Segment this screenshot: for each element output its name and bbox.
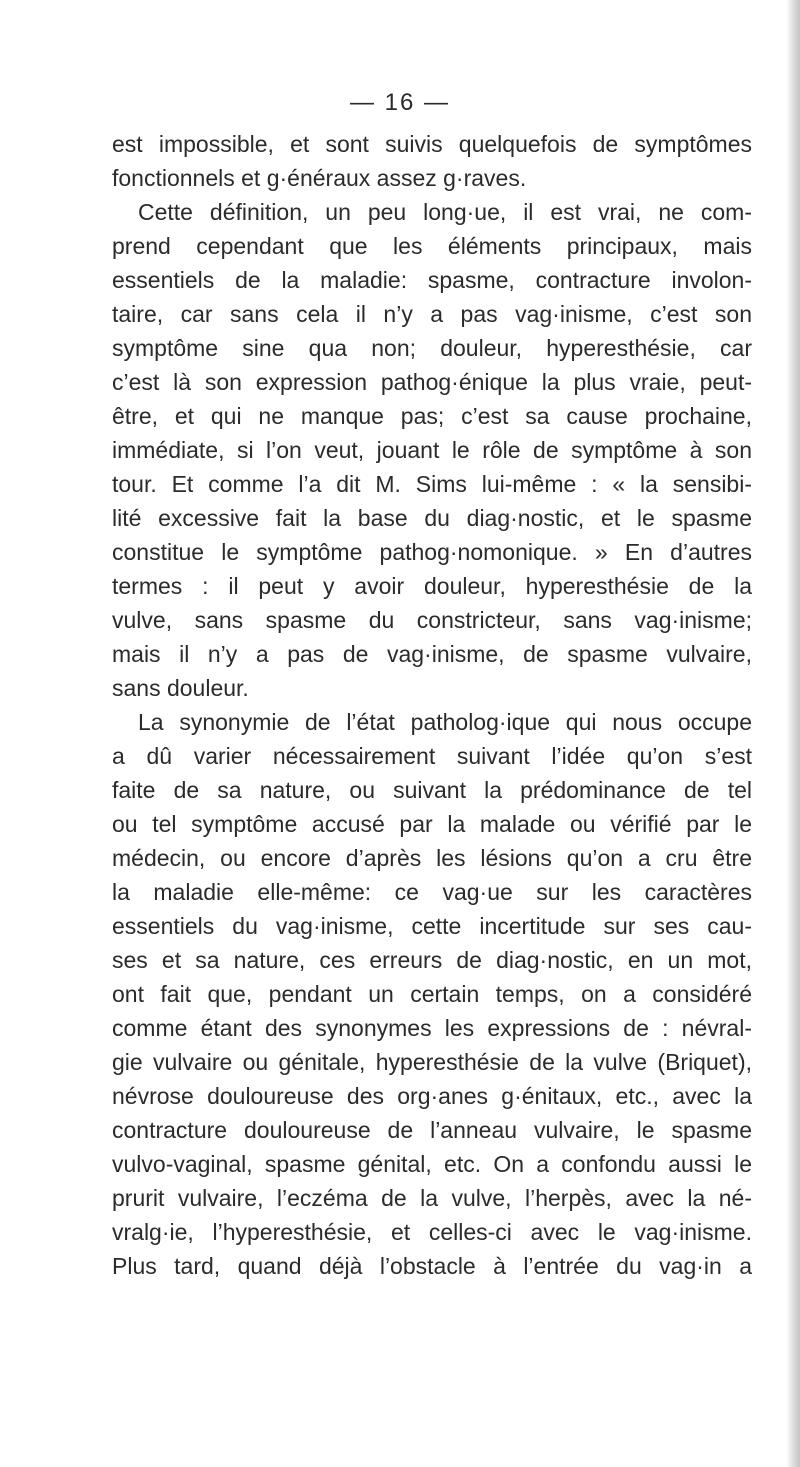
body-text: [112, 127, 752, 1283]
text-line: symptôme sine qua non; douleur, hyperesthésie, car: [112, 335, 752, 361]
text-line: vulve, sans spasme du constricteur, sans vag·inisme;: [112, 607, 752, 633]
text-line: c’est là son expression pathog·énique la plus vraie, peut-: [112, 369, 752, 395]
text-line: gie vulvaire ou génitale, hyperesthésie de la vulve (Briquet),: [112, 1049, 752, 1075]
page-edge-shadow: [786, 0, 800, 1467]
text-line: Cette définition, un peu long·ue, il est vrai, ne com-: [138, 199, 752, 225]
text-line: essentiels du vag·inisme, cette incertitude sur ses cau-: [112, 913, 752, 939]
text-line: immédiate, si l’on veut, jouant le rôle de symptôme à son: [112, 437, 752, 463]
text-line: prurit vulvaire, l’eczéma de la vulve, l’herpès, avec la né-: [112, 1185, 752, 1211]
text-line: comme étant des synonymes les expressions de : névral-: [112, 1015, 752, 1041]
text-line: la maladie elle-même: ce vag·ue sur les caractères: [112, 879, 752, 905]
text-line: contracture douloureuse de l’anneau vulvaire, le spasme: [112, 1117, 752, 1143]
text-line: essentiels de la maladie: spasme, contracture involon-: [112, 267, 752, 293]
text-line: vralg·ie, l’hyperesthésie, et celles-ci avec le vag·inisme.: [112, 1219, 752, 1245]
text-line: mais il n’y a pas de vag·inisme, de spasme vulvaire,: [112, 641, 752, 667]
text-line: tour. Et comme l’a dit M. Sims lui-même : « la sensibi-: [112, 471, 752, 497]
text-line: lité excessive fait la base du diag·nostic, et le spasme: [112, 505, 752, 531]
text-line: Plus tard, quand déjà l’obstacle à l’entrée du vag·in a: [112, 1253, 752, 1279]
text-line: constitue le symptôme pathog·nomonique. » En d’autres: [112, 539, 752, 565]
text-line: taire, car sans cela il n’y a pas vag·inisme, c’est son: [112, 301, 752, 327]
text-line: être, et qui ne manque pas; c’est sa cause prochaine,: [112, 403, 752, 429]
text-line: ont fait que, pendant un certain temps, on a considéré: [112, 981, 752, 1007]
text-line: fonctionnels et g·énéraux assez g·raves.: [112, 165, 527, 191]
text-line: ses et sa nature, ces erreurs de diag·nostic, en un mot,: [112, 947, 752, 973]
text-line: La synonymie de l’état patholog·ique qui nous occupe: [138, 709, 752, 735]
text-line: médecin, ou encore d’après les lésions qu’on a cru être: [112, 845, 752, 871]
text-line: névrose douloureuse des org·anes g·énitaux, etc., avec la: [112, 1083, 752, 1109]
page-number: — 16 —: [349, 89, 451, 116]
text-line: termes : il peut y avoir douleur, hyperesthésie de la: [112, 573, 752, 599]
text-line: sans douleur.: [112, 675, 249, 701]
text-line: est impossible, et sont suivis quelquefois de symptômes: [112, 131, 752, 157]
text-line: prend cependant que les éléments principaux, mais: [112, 233, 752, 259]
text-line: a dû varier nécessairement suivant l’idée qu’on s’est: [112, 743, 752, 769]
text-line: faite de sa nature, ou suivant la prédominance de tel: [112, 777, 752, 803]
text-line: ou tel symptôme accusé par la malade ou vérifié par le: [112, 811, 752, 837]
text-line: vulvo-vaginal, spasme génital, etc. On a confondu aussi le: [112, 1151, 752, 1177]
